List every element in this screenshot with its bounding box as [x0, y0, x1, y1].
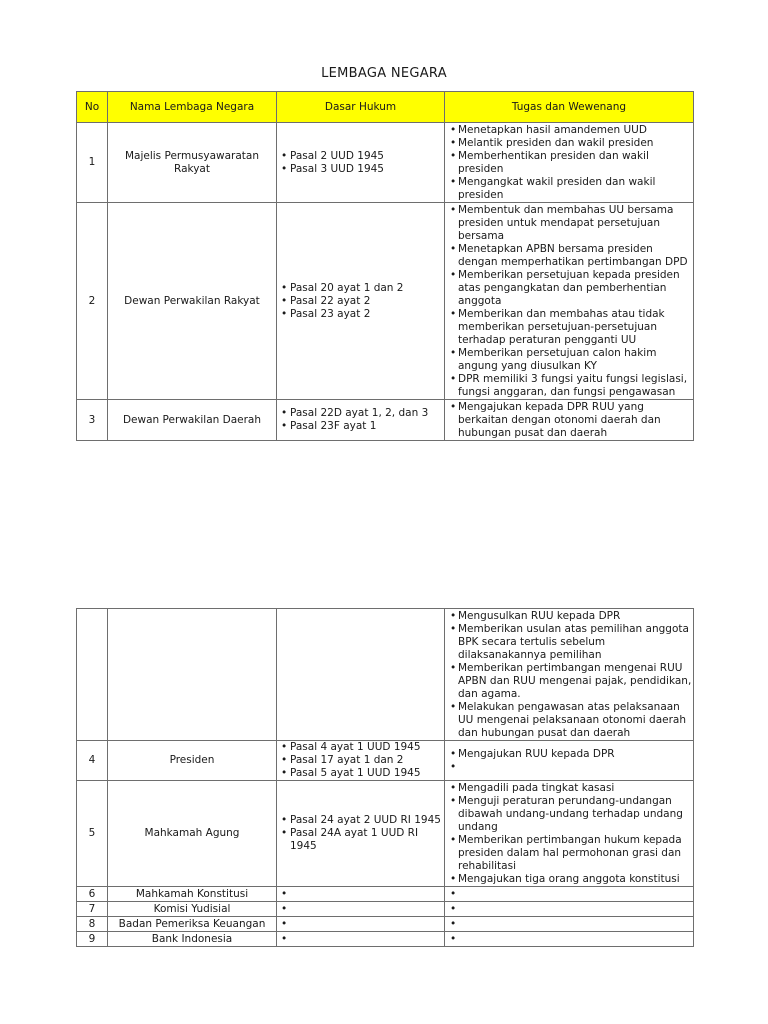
- lembaga-table-1: [76, 91, 694, 441]
- no-cell: 3: [77, 400, 108, 441]
- list-item: •: [450, 903, 457, 915]
- nama-cell: Badan Pemeriksa Keuangan: [108, 917, 277, 932]
- no-cell: 5: [77, 781, 108, 887]
- list-item: •: [450, 918, 457, 930]
- tugas-cell: [445, 781, 694, 887]
- nama-cell: [108, 609, 277, 741]
- list-item: • Mengajukan RUU kepada DPR: [450, 748, 615, 760]
- no-cell: 4: [77, 741, 108, 781]
- dasar-cell: [277, 123, 445, 203]
- nama-cell: Dewan Perwakilan Rakyat: [108, 203, 277, 400]
- tugas-cell: [445, 917, 694, 932]
- nama-cell: Bank Indonesia: [108, 932, 277, 947]
- dasar-list: [277, 282, 444, 321]
- list-item: • Pasal 4 ayat 1 UUD 1945: [277, 741, 444, 754]
- dasar-cell: [277, 741, 445, 781]
- list-item: • Melakukan pengawasan atas pelaksanaan UU mengenai pelaksanaan otonomi daerah dan hubungan pusat dan daerah: [450, 701, 686, 739]
- header-tugas: Tugas dan Wewenang: [445, 92, 694, 123]
- list-item: • Memberikan persetujuan kepada presiden atas pengangkatan dan pemberhentian anggota: [450, 269, 680, 307]
- tugas-cell: [445, 932, 694, 947]
- list-item: • DPR memiliki 3 fungsi yaitu fungsi legislasi, fungsi anggaran, dan fungsi pengawasan: [450, 373, 688, 398]
- list-item: • Memberikan persetujuan calon hakim angung yang diusulkan KY: [450, 347, 657, 372]
- list-item: • Pasal 24A ayat 1 UUD RI 1945: [277, 827, 444, 853]
- no-cell: 2: [77, 203, 108, 400]
- nama-cell: Dewan Perwakilan Daerah: [108, 400, 277, 441]
- dasar-cell: [277, 887, 445, 902]
- dasar-list: [277, 888, 444, 901]
- tugas-list: [445, 918, 693, 931]
- list-item: • Mengadili pada tingkat kasasi: [450, 782, 615, 794]
- list-item: • Memberikan pertimbangan mengenai RUU APBN dan RUU mengenai pajak, pendidikan, dan agama.: [450, 662, 692, 700]
- nama-cell: Mahkamah Agung: [108, 781, 277, 887]
- list-item: • Memberikan pertimbangan hukum kepada presiden dalam hal permohonan grasi dan rehabilitasi: [450, 834, 682, 872]
- no-cell: [77, 609, 108, 741]
- list-item: • Melantik presiden dan wakil presiden: [450, 137, 654, 149]
- tugas-list: [445, 610, 693, 740]
- tugas-cell: [445, 741, 694, 781]
- header-row: [77, 92, 694, 123]
- table-row: [77, 917, 694, 932]
- table-row-continued: [77, 609, 694, 741]
- dasar-cell: [277, 609, 445, 741]
- list-item: • Menguji peraturan perundang-undangan dibawah undang-undang terhadap undang undang: [450, 795, 683, 833]
- dasar-cell: [277, 917, 445, 932]
- list-item: • Mengajukan kepada DPR RUU yang berkaitan dengan otonomi daerah dan hubungan pusat dan daerah: [450, 401, 661, 439]
- list-item: • Memberikan usulan atas pemilihan anggota BPK secara tertulis sebelum dilaksanakannya pemilihan: [450, 623, 689, 661]
- tugas-cell: [445, 203, 694, 400]
- list-item: • Pasal 24 ayat 2 UUD RI 1945: [277, 814, 444, 827]
- list-item: • Menetapkan APBN bersama presiden dengan memperhatikan pertimbangan DPD: [450, 243, 688, 268]
- dasar-cell: [277, 932, 445, 947]
- table-row: [77, 400, 694, 441]
- header-nama: Nama Lembaga Negara: [108, 92, 277, 123]
- tugas-cell: [445, 887, 694, 902]
- table-row: [77, 887, 694, 902]
- header-no: No: [77, 92, 108, 123]
- table-row: [77, 741, 694, 781]
- list-item: [277, 933, 444, 946]
- table-row: [77, 902, 694, 917]
- dasar-list: [277, 933, 444, 946]
- list-item: • Pasal 3 UUD 1945: [277, 163, 444, 176]
- tugas-cell: [445, 123, 694, 203]
- table-row: [77, 203, 694, 400]
- no-cell: 9: [77, 932, 108, 947]
- list-item: • Memberikan dan membahas atau tidak memberikan persetujuan-persetujuan terhadap peraturan pengganti UU: [450, 308, 665, 346]
- list-item: • Memberhentikan presiden dan wakil presiden: [450, 150, 649, 175]
- list-item: • Pasal 22 ayat 2: [277, 295, 444, 308]
- no-cell: 1: [77, 123, 108, 203]
- list-item: • Membentuk dan membahas UU bersama presiden untuk mendapat persetujuan bersama: [450, 204, 674, 242]
- tugas-cell: [445, 902, 694, 917]
- tugas-list: [445, 748, 693, 774]
- header-dasar: Dasar Hukum: [277, 92, 445, 123]
- list-item: •: [450, 761, 457, 773]
- list-item: • Pasal 22D ayat 1, 2, dan 3: [277, 407, 444, 420]
- list-item: • Menetapkan hasil amandemen UUD: [450, 124, 647, 136]
- nama-cell: Komisi Yudisial: [108, 902, 277, 917]
- table-row: [77, 932, 694, 947]
- nama-cell: Mahkamah Konstitusi: [108, 887, 277, 902]
- table-row: [77, 781, 694, 887]
- list-item: • Mengangkat wakil presiden dan wakil presiden: [450, 176, 656, 201]
- list-item: • Pasal 20 ayat 1 dan 2: [277, 282, 444, 295]
- page-title: LEMBAGA NEGARA: [321, 66, 447, 81]
- dasar-cell: [277, 203, 445, 400]
- dasar-list: [277, 903, 444, 916]
- tugas-list: [445, 933, 693, 946]
- list-item: [277, 888, 444, 901]
- list-item: [277, 918, 444, 931]
- dasar-list: [277, 918, 444, 931]
- tugas-list: [445, 782, 693, 886]
- nama-cell: Majelis Permusyawaratan Rakyat: [108, 123, 277, 203]
- tugas-list: [445, 903, 693, 916]
- no-cell: 7: [77, 902, 108, 917]
- tugas-cell: [445, 609, 694, 741]
- list-item: • Pasal 5 ayat 1 UUD 1945: [277, 767, 444, 780]
- tugas-list: [445, 401, 693, 440]
- list-item: • Pasal 17 ayat 1 dan 2: [277, 754, 444, 767]
- list-item: • Pasal 23F ayat 1: [277, 420, 444, 433]
- tugas-cell: [445, 400, 694, 441]
- no-cell: 8: [77, 917, 108, 932]
- no-cell: 6: [77, 887, 108, 902]
- list-item: • Pasal 23 ayat 2: [277, 308, 444, 321]
- tugas-list: [445, 124, 693, 202]
- list-item: •: [450, 933, 457, 945]
- list-item: • Pasal 2 UUD 1945: [277, 150, 444, 163]
- table-row: [77, 123, 694, 203]
- dasar-cell: [277, 781, 445, 887]
- dasar-list: [277, 814, 444, 853]
- lembaga-table-2: [76, 608, 694, 947]
- dasar-list: [277, 150, 444, 176]
- dasar-list: [277, 741, 444, 780]
- list-item: • Mengajukan tiga orang anggota konstitusi: [450, 873, 680, 885]
- dasar-cell: [277, 400, 445, 441]
- list-item: •: [450, 888, 457, 900]
- dasar-cell: [277, 902, 445, 917]
- tugas-list: [445, 888, 693, 901]
- dasar-list: [277, 407, 444, 433]
- list-item: • Mengusulkan RUU kepada DPR: [450, 610, 621, 622]
- list-item: [277, 903, 444, 916]
- nama-cell: Presiden: [108, 741, 277, 781]
- tugas-list: [445, 204, 693, 399]
